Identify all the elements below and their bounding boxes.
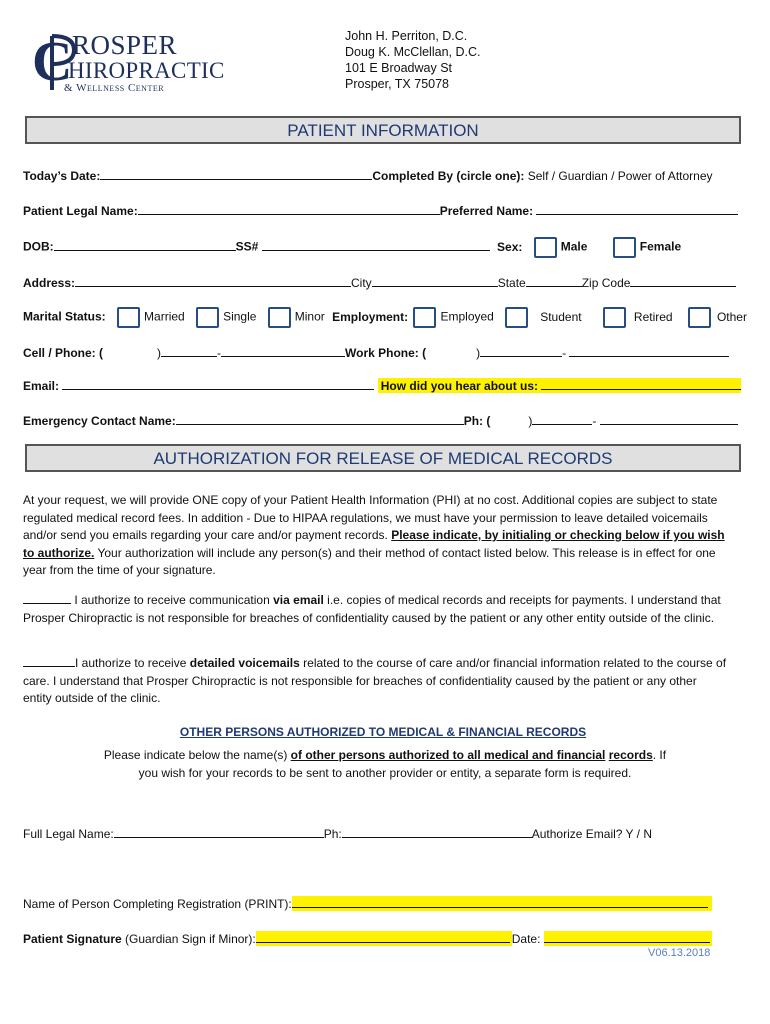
employed-label: Employed (440, 309, 494, 324)
auth-p2-emphasis: via email (273, 593, 324, 607)
row-date-completed (23, 168, 713, 183)
legal-name-field[interactable] (138, 203, 440, 215)
heard-about-label: How did you hear about us: (380, 379, 539, 393)
ssn-field[interactable] (262, 239, 490, 251)
email-initial-field[interactable] (23, 592, 71, 604)
doctor-name: Doug K. McClellan, D.C. (345, 45, 481, 59)
employed-checkbox[interactable] (413, 307, 436, 328)
auth-p3-end: related to the course of care and/or financial information related to the course of care. I understand that Prosper Chiropractic is not responsible for breaches of confidentiality caused by the patient or any other entity outside of the clinic. (23, 656, 727, 705)
female-checkbox[interactable] (613, 237, 636, 258)
auth-p3-start: I authorize to receive (75, 656, 187, 670)
voicemail-initial-field[interactable] (23, 655, 75, 667)
preferred-name-field[interactable] (536, 203, 738, 215)
row-phones: Cell / Phone: ( ) - Work Phone: ( ) - (23, 345, 729, 360)
minor-checkbox[interactable] (268, 307, 291, 328)
auth-p2-end: i.e. copies of medical records and receipts for payments. I understand that Prosper Chiropractic is not responsible for breaches of confidentiality caused by the patient or any other entity outside of the clinic. (23, 593, 721, 625)
row-emergency: Emergency Contact Name: Ph: ( ) - (23, 413, 738, 428)
logo-line-prosper: ROSPER (72, 30, 178, 60)
full-legal-name-field[interactable] (114, 826, 324, 838)
email-field[interactable] (62, 378, 374, 390)
zip-label: Zip Code (581, 276, 631, 290)
work-phone-label: Work Phone: ( (345, 346, 427, 360)
completed-by-options[interactable]: Self / Guardian / Power of Attorney (527, 169, 713, 183)
preferred-name-label: Preferred Name: (439, 204, 534, 218)
form-version: V06.13.2018 (648, 947, 711, 959)
legal-name-label: Patient Legal Name: (23, 204, 138, 218)
row-names (23, 203, 738, 218)
retired-checkbox[interactable] (603, 307, 626, 328)
sex-label: Sex: (497, 239, 523, 254)
city-state-zip: Prosper, TX 75078 (345, 77, 450, 91)
row-marital-employment (23, 307, 747, 328)
section-header-authorization: AUTHORIZATION FOR RELEASE OF MEDICAL RECORDS (25, 444, 741, 472)
cell-phone-label: Cell / Phone: ( (23, 346, 104, 360)
completed-by-label: Completed By (circle one): (372, 169, 525, 183)
cell-area-field[interactable] (161, 345, 217, 357)
row-email (23, 378, 741, 393)
row-dob-ssn-sex (23, 237, 681, 258)
emergency-contact-field[interactable] (176, 413, 464, 425)
single-checkbox[interactable] (196, 307, 219, 328)
marital-status-label: Marital Status: (23, 309, 106, 324)
heard-about-field[interactable] (541, 378, 741, 390)
state-label: State (497, 276, 526, 290)
married-label: Married (144, 309, 185, 324)
patient-signature-field[interactable] (256, 931, 510, 943)
other-persons-instructions (100, 747, 670, 782)
retired-label: Retired (633, 309, 673, 324)
patient-signature-label: Patient Signature (23, 932, 122, 946)
male-checkbox[interactable] (534, 237, 557, 258)
employment-label: Employment: (332, 309, 409, 324)
todays-date-field[interactable] (100, 168, 372, 180)
other-persons-emphasis-2: records (608, 748, 653, 762)
cell-number-field[interactable] (221, 345, 345, 357)
row-address (23, 275, 736, 290)
male-label: Male (560, 239, 588, 254)
logo-line-chiropractic: HIROPRACTIC (68, 58, 225, 83)
other-ph-field[interactable] (342, 826, 532, 838)
svg-text:C: C (32, 31, 73, 93)
other-persons-text-end: . If you wish for your records to be sent to another provider or entity, a separate form is required. (138, 748, 667, 780)
guardian-note: (Guardian Sign if Minor): (125, 932, 256, 946)
clinic-logo (30, 28, 225, 98)
other-checkbox[interactable] (688, 307, 711, 328)
row-completing-name (23, 896, 712, 911)
address-field[interactable] (75, 275, 351, 287)
street-address: 101 E Broadway St (345, 61, 453, 75)
logo-line-wellness: & Wellness Center (64, 82, 165, 94)
other-ph-label: Ph: (323, 827, 342, 841)
completing-name-highlight (292, 896, 712, 911)
city-label: City (351, 276, 372, 290)
work-area-field[interactable] (480, 345, 562, 357)
full-legal-name-label: Full Legal Name: (23, 827, 114, 841)
minor-label: Minor (294, 309, 325, 324)
other-label: Other (716, 309, 747, 324)
authorize-email-label[interactable]: Authorize Email? Y / N (531, 827, 653, 841)
emergency-area-field[interactable] (532, 413, 592, 425)
auth-p3-emphasis: detailed voicemails (189, 656, 300, 670)
state-field[interactable] (526, 275, 582, 287)
date-highlight (544, 931, 712, 946)
clinic-address-block (345, 28, 480, 92)
emergency-number-field[interactable] (600, 413, 738, 425)
email-label: Email: (23, 379, 60, 393)
auth-p1-end: Your authorization will include any person(s) and their method of contact listed below. This release is in effect for one year from the time of your signature. (23, 545, 716, 577)
city-field[interactable] (372, 275, 498, 287)
auth-p1-emphasis: Please indicate, by initialing or checking below if you wish to authorize. (23, 528, 725, 560)
zip-field[interactable] (630, 275, 736, 287)
address-label: Address: (23, 276, 76, 290)
auth-p1-start: At your request, we will provide ONE copy of your Patient Health Information (PHI) at no cost. Additional copies are subject to state regulated medical record fees. In addition - Due to HIPAA regulations, we must have your permission to leave detailed voicemails and/or send you emails regarding your care and/or payment records. (23, 493, 718, 542)
row-other-person (23, 826, 652, 841)
ssn-label: SS# (235, 239, 259, 254)
completing-name-field[interactable] (292, 896, 708, 908)
other-persons-emphasis-1: of other persons authorized to all medical and financial (290, 748, 606, 762)
student-checkbox[interactable] (505, 307, 528, 328)
doctor-name: John H. Perriton, D.C. (345, 29, 468, 43)
married-checkbox[interactable] (117, 307, 140, 328)
dob-field[interactable] (54, 239, 236, 251)
signature-highlight (256, 931, 512, 946)
student-label: Student (540, 309, 582, 324)
authorization-intro-paragraph (23, 492, 728, 580)
heard-about-highlight (378, 378, 741, 393)
emergency-ph-label: Ph: ( (463, 414, 491, 428)
work-number-field[interactable] (569, 345, 729, 357)
signature-date-label: Date: (511, 932, 541, 946)
signature-date-field[interactable] (544, 931, 710, 943)
completing-name-label: Name of Person Completing Registration (PRINT): (23, 897, 292, 911)
female-label: Female (639, 239, 682, 254)
dob-label: DOB: (23, 239, 54, 254)
voicemail-authorization-paragraph (23, 655, 728, 708)
section-header-patient-info: PATIENT INFORMATION (25, 116, 741, 144)
emergency-contact-label: Emergency Contact Name: (23, 414, 176, 428)
other-persons-text-start: Please indicate below the name(s) (103, 748, 288, 762)
row-patient-signature (23, 931, 712, 946)
todays-date-label: Today’s Date: (23, 169, 101, 183)
auth-p2-start: I authorize to receive communication (74, 593, 270, 607)
email-authorization-paragraph (23, 592, 728, 627)
other-persons-heading: OTHER PERSONS AUTHORIZED TO MEDICAL & FINANCIAL RECORDS (179, 725, 587, 739)
single-label: Single (223, 309, 257, 324)
